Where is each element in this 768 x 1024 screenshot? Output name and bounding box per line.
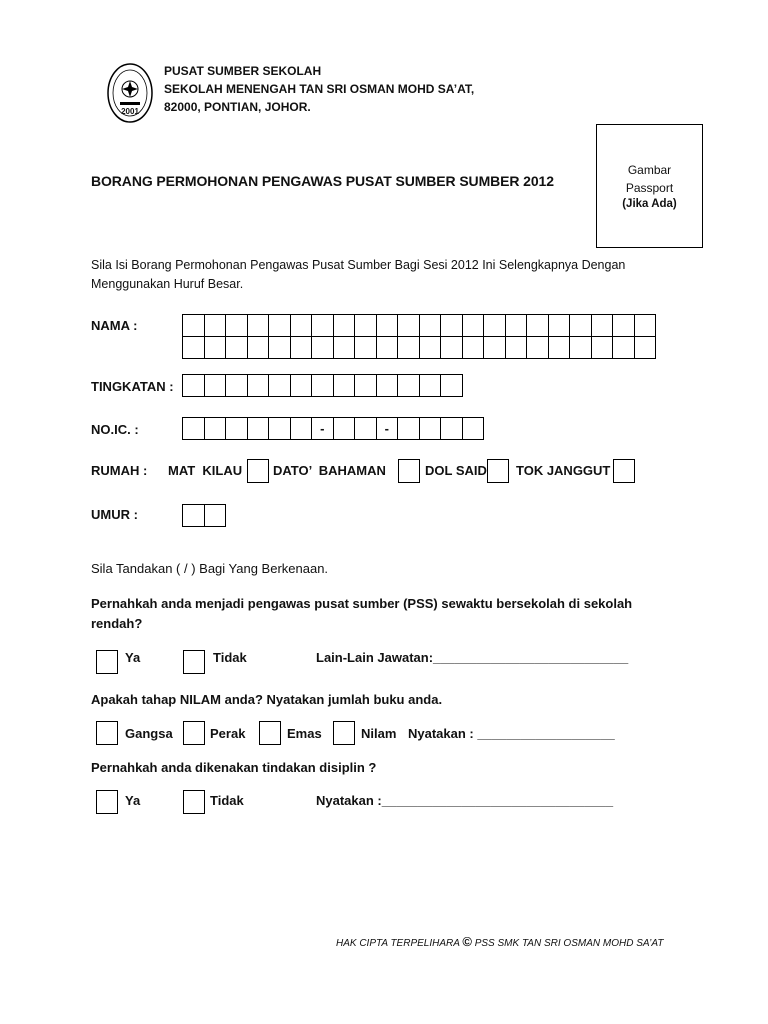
tingkatan-cell[interactable] bbox=[397, 374, 420, 397]
nama-cell[interactable] bbox=[526, 336, 549, 359]
tingkatan-cell[interactable] bbox=[204, 374, 227, 397]
tingkatan-cell[interactable] bbox=[268, 374, 291, 397]
photo-box-line: (Jika Ada) bbox=[622, 198, 677, 210]
nama-cell[interactable] bbox=[548, 336, 571, 359]
nama-row-2 bbox=[182, 336, 655, 359]
nama-cell[interactable] bbox=[440, 336, 463, 359]
question-3: Pernahkah anda dikenakan tindakan disiplin ? bbox=[91, 760, 377, 775]
footer bbox=[336, 934, 663, 949]
noic-cell[interactable] bbox=[397, 417, 420, 440]
footer-school-text: PSS SMK TAN SRI OSMAN MOHD SA’AT bbox=[474, 938, 664, 949]
noic-cell[interactable] bbox=[440, 417, 463, 440]
q3-option-tidak: Tidak bbox=[210, 793, 244, 808]
instruction-line: Sila Isi Borang Permohonan Pengawas Pusat Sumber Bagi Sesi 2012 Ini Selengkapnya Dengan bbox=[91, 258, 626, 272]
nama-cell[interactable] bbox=[333, 314, 356, 337]
question-1-line: rendah? bbox=[91, 616, 143, 631]
school-header bbox=[164, 62, 474, 116]
umur-grid[interactable] bbox=[182, 504, 225, 527]
nama-cell[interactable] bbox=[505, 314, 528, 337]
noic-cell[interactable] bbox=[462, 417, 485, 440]
q2-checkbox-nilam[interactable] bbox=[333, 721, 355, 745]
rumah-option-dol-said: DOL SAID bbox=[425, 463, 487, 478]
noic-cell[interactable] bbox=[247, 417, 270, 440]
nama-cell[interactable] bbox=[483, 314, 506, 337]
nama-cell[interactable] bbox=[548, 314, 571, 337]
q3-nyatakan-field[interactable]: Nyatakan :________________________________ bbox=[316, 793, 614, 808]
q2-option-emas: Emas bbox=[287, 726, 322, 741]
q2-checkbox-emas[interactable] bbox=[259, 721, 281, 745]
rumah-option-tok-janggut: TOK JANGGUT bbox=[516, 463, 611, 478]
nama-cell[interactable] bbox=[634, 336, 657, 359]
nama-cell[interactable] bbox=[182, 336, 205, 359]
tingkatan-cell[interactable] bbox=[354, 374, 377, 397]
footer-copyright-text: HAK CIPTA TERPELIHARA bbox=[336, 938, 460, 949]
school-logo bbox=[106, 62, 154, 124]
nama-cell[interactable] bbox=[225, 336, 248, 359]
q1-checkbox-tidak[interactable] bbox=[183, 650, 205, 674]
q1-checkbox-ya[interactable] bbox=[96, 650, 118, 674]
nama-cell[interactable] bbox=[268, 336, 291, 359]
nama-cell[interactable] bbox=[462, 336, 485, 359]
q2-checkbox-perak[interactable] bbox=[183, 721, 205, 745]
photo-box-line: Passport bbox=[625, 181, 674, 195]
tingkatan-grid[interactable] bbox=[182, 374, 462, 397]
q3-checkbox-tidak[interactable] bbox=[183, 790, 205, 814]
form-title: BORANG PERMOHONAN PENGAWAS PUSAT SUMBER SUMBER 2012 bbox=[91, 173, 554, 189]
q2-checkbox-gangsa[interactable] bbox=[96, 721, 118, 745]
nama-cell[interactable] bbox=[569, 314, 592, 337]
q1-option-tidak: Tidak bbox=[213, 650, 247, 665]
nama-cell[interactable] bbox=[247, 314, 270, 337]
nama-cell[interactable] bbox=[247, 336, 270, 359]
question-2: Apakah tahap NILAM anda? Nyatakan jumlah buku anda. bbox=[91, 692, 443, 707]
q3-option-ya: Ya bbox=[125, 793, 141, 808]
question-1 bbox=[91, 594, 651, 634]
nama-cell[interactable] bbox=[483, 336, 506, 359]
nama-cell[interactable] bbox=[462, 314, 485, 337]
rumah-checkbox-dato-bahaman[interactable] bbox=[398, 459, 420, 483]
noic-cell[interactable] bbox=[290, 417, 313, 440]
nama-cell[interactable] bbox=[268, 314, 291, 337]
nama-cell[interactable] bbox=[569, 336, 592, 359]
noic-label: NO.IC. : bbox=[91, 422, 139, 437]
nama-cell[interactable] bbox=[311, 336, 334, 359]
tingkatan-cell[interactable] bbox=[247, 374, 270, 397]
tingkatan-cell[interactable] bbox=[440, 374, 463, 397]
nama-cell[interactable] bbox=[204, 314, 227, 337]
nama-cell[interactable] bbox=[591, 336, 614, 359]
nama-cell[interactable] bbox=[354, 314, 377, 337]
passport-photo-box bbox=[596, 124, 703, 248]
q3-checkbox-ya[interactable] bbox=[96, 790, 118, 814]
rumah-checkbox-dol-said[interactable] bbox=[487, 459, 509, 483]
photo-box-line: Gambar bbox=[627, 163, 672, 177]
nama-cell[interactable] bbox=[591, 314, 614, 337]
rumah-checkbox-mat-kilau[interactable] bbox=[247, 459, 269, 483]
rumah-option-mat-kilau: MAT KILAU bbox=[168, 463, 243, 478]
tingkatan-cell[interactable] bbox=[225, 374, 248, 397]
noic-cell[interactable] bbox=[268, 417, 291, 440]
school-header-line: 82000, PONTIAN, JOHOR. bbox=[164, 100, 311, 114]
noic-cell[interactable] bbox=[225, 417, 248, 440]
nama-cell[interactable] bbox=[419, 336, 442, 359]
nama-row-1 bbox=[182, 314, 655, 337]
noic-cell[interactable] bbox=[204, 417, 227, 440]
q2-nyatakan-field[interactable]: Nyatakan : ___________________ bbox=[408, 726, 615, 741]
nama-cell[interactable] bbox=[634, 314, 657, 337]
noic-separator: - bbox=[376, 417, 399, 440]
q1-other-position-field[interactable]: Lain-Lain Jawatan:___________________________ bbox=[316, 650, 629, 665]
nama-cell[interactable] bbox=[354, 336, 377, 359]
nama-cell[interactable] bbox=[612, 336, 635, 359]
nama-cell[interactable] bbox=[311, 314, 334, 337]
tingkatan-cell[interactable] bbox=[182, 374, 205, 397]
question-1-line: Pernahkah anda menjadi pengawas pusat sumber (PSS) sewaktu bersekolah di sekolah bbox=[91, 596, 633, 611]
tingkatan-cell[interactable] bbox=[419, 374, 442, 397]
tingkatan-cell[interactable] bbox=[376, 374, 399, 397]
umur-cell[interactable] bbox=[204, 504, 227, 527]
noic-cell[interactable] bbox=[333, 417, 356, 440]
nama-cell[interactable] bbox=[397, 336, 420, 359]
rumah-label: RUMAH : bbox=[91, 463, 148, 478]
nama-cell[interactable] bbox=[440, 314, 463, 337]
umur-label: UMUR : bbox=[91, 507, 138, 522]
school-header-line: SEKOLAH MENENGAH TAN SRI OSMAN MOHD SA’AT, bbox=[164, 82, 475, 96]
rumah-checkbox-tok-janggut[interactable] bbox=[613, 459, 635, 483]
nama-label: NAMA : bbox=[91, 318, 138, 333]
rumah-option-dato-bahaman: DATO’ BAHAMAN bbox=[273, 463, 386, 478]
copyright-icon: © bbox=[462, 934, 472, 949]
nama-cell[interactable] bbox=[376, 336, 399, 359]
instruction-line: Menggunakan Huruf Besar. bbox=[91, 277, 244, 291]
tingkatan-cell[interactable] bbox=[333, 374, 356, 397]
q2-option-gangsa: Gangsa bbox=[125, 726, 173, 741]
nama-cell[interactable] bbox=[397, 314, 420, 337]
nama-cell[interactable] bbox=[290, 314, 313, 337]
nama-cell[interactable] bbox=[376, 314, 399, 337]
noic-cell[interactable] bbox=[419, 417, 442, 440]
noic-separator: - bbox=[311, 417, 334, 440]
nama-cell[interactable] bbox=[182, 314, 205, 337]
nama-cell[interactable] bbox=[505, 336, 528, 359]
noic-cell[interactable] bbox=[354, 417, 377, 440]
nama-cell[interactable] bbox=[419, 314, 442, 337]
q2-option-perak: Perak bbox=[210, 726, 246, 741]
nama-cell[interactable] bbox=[612, 314, 635, 337]
umur-cell[interactable] bbox=[182, 504, 205, 527]
nama-cell[interactable] bbox=[526, 314, 549, 337]
nama-cell[interactable] bbox=[290, 336, 313, 359]
nama-cell[interactable] bbox=[333, 336, 356, 359]
q1-option-ya: Ya bbox=[125, 650, 141, 665]
nama-grid[interactable] bbox=[182, 314, 655, 359]
noic-cell[interactable] bbox=[182, 417, 205, 440]
q2-option-nilam: Nilam bbox=[361, 726, 397, 741]
school-header-line: PUSAT SUMBER SEKOLAH bbox=[164, 64, 322, 78]
tingkatan-cell[interactable] bbox=[311, 374, 334, 397]
tingkatan-label: TINGKATAN : bbox=[91, 379, 174, 394]
nama-cell[interactable] bbox=[204, 336, 227, 359]
nama-cell[interactable] bbox=[225, 314, 248, 337]
tingkatan-cell[interactable] bbox=[290, 374, 313, 397]
tick-instruction: Sila Tandakan ( / ) Bagi Yang Berkenaan. bbox=[91, 561, 329, 576]
noic-grid[interactable] bbox=[182, 417, 483, 440]
logo-year: 2001 bbox=[121, 107, 139, 116]
